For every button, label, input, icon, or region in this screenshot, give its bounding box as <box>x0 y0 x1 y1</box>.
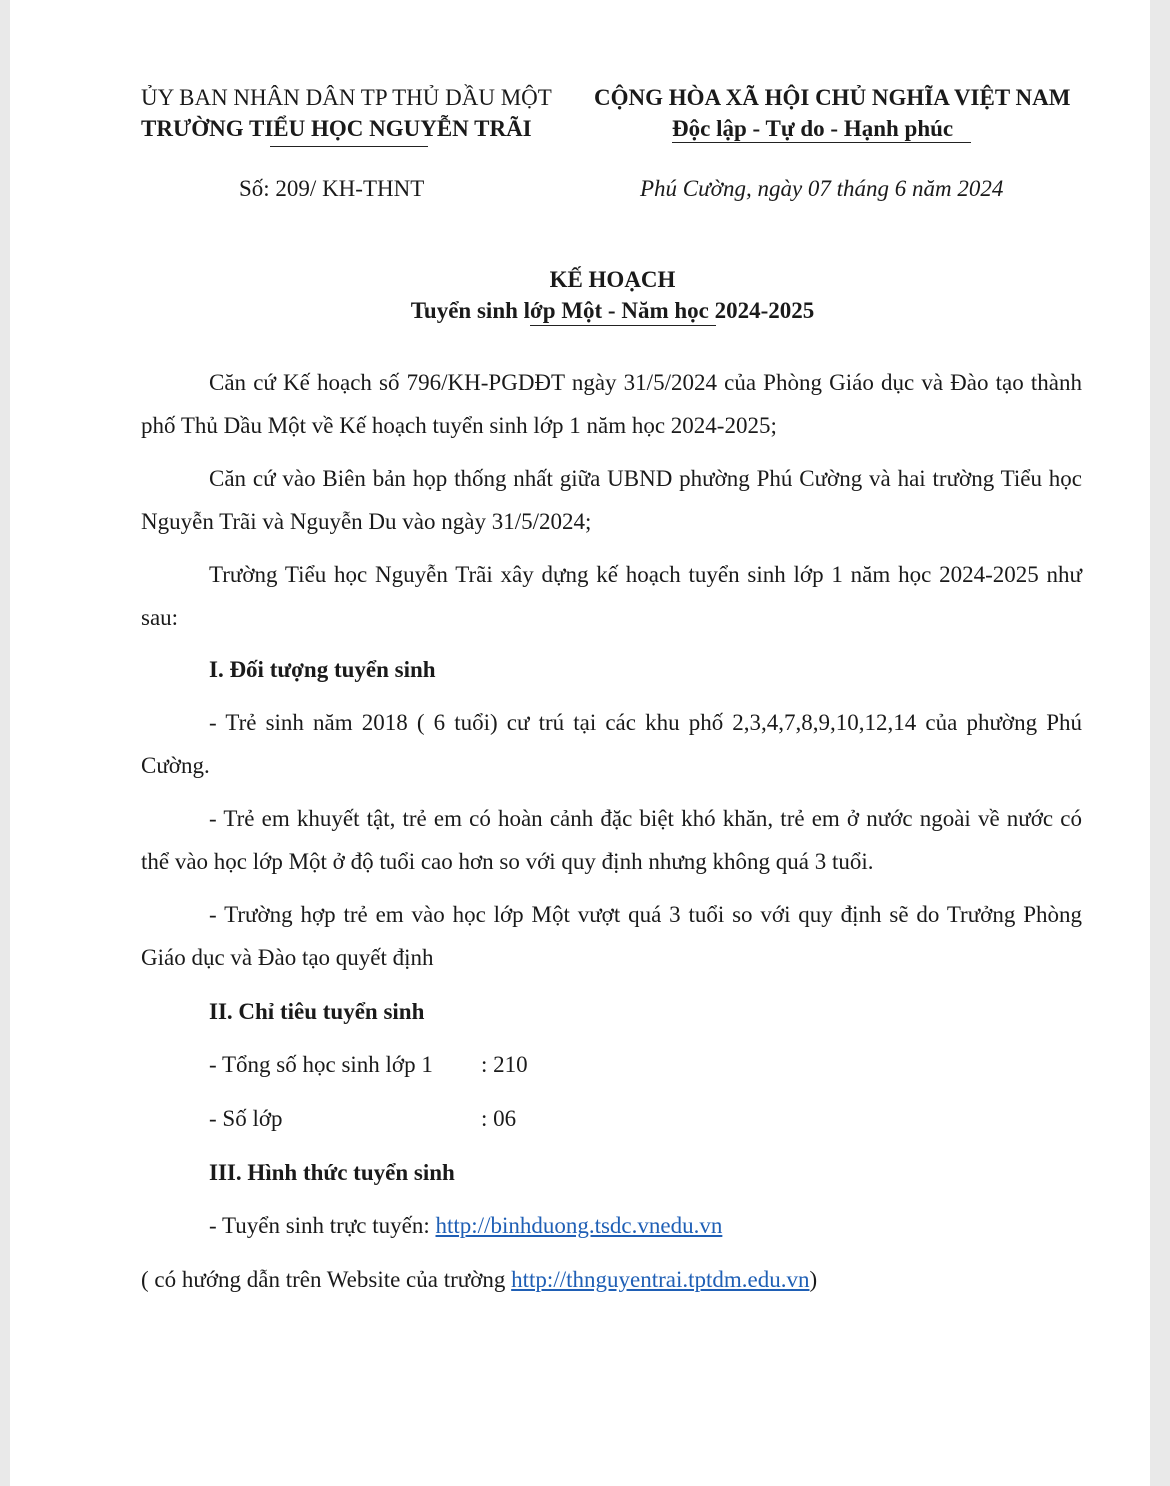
quota-value-students: : 210 <box>481 1052 528 1077</box>
section-1-item-3: - Trường hợp trẻ em vào học lớp Một vượt quá 3 tuổi so với quy định sẽ do Trưởng Phòng Giáo dục và Đào tạo quyết định <box>141 902 1082 970</box>
online-enrollment-link[interactable]: http://binhduong.tsdc.vnedu.vn <box>435 1213 723 1238</box>
school-website-link[interactable]: http://thnguyentrai.tptdm.edu.vn <box>511 1267 810 1292</box>
preamble-paragraph-2: Căn cứ vào Biên bản họp thống nhất giữa UBND phường Phú Cường và hai trường Tiểu học Nguyễn Trãi và Nguyễn Du vào ngày 31/5/2024; <box>141 466 1082 534</box>
document-title: KẾ HOẠCH <box>549 267 676 292</box>
national-title: CỘNG HÒA XÃ HỘI CHỦ NGHĨA VIỆT NAM <box>594 85 1071 110</box>
authority-name: ỦY BAN NHÂN DÂN TP THỦ DẦU MỘT <box>141 85 552 110</box>
preamble-paragraph-1: Căn cứ Kế hoạch số 796/KH-PGDĐT ngày 31/5/2024 của Phòng Giáo dục và Đào tạo thành phố Thủ Dầu Một về Kế hoạch tuyển sinh lớp 1 năm học 2024-2025; <box>141 370 1082 438</box>
website-guide-suffix: ) <box>809 1267 818 1292</box>
document-subtitle: Tuyển sinh lớp Một - Năm học 2024-2025 <box>410 298 815 323</box>
section-1-item-2: - Trẻ em khuyết tật, trẻ em có hoàn cảnh đặc biệt khó khăn, trẻ em ở nước ngoài về nước có thể vào học lớp Một ở độ tuổi cao hơn so với quy định nhưng không quá 3 tuổi. <box>141 806 1082 874</box>
section-1-heading: I. Đối tượng tuyển sinh <box>209 657 436 682</box>
document-number: Số: 209/ KH-THNT <box>239 176 425 201</box>
document-page <box>10 0 1150 1486</box>
quota-label-classes: - Số lớp <box>209 1106 283 1131</box>
online-enrollment-label: - Tuyển sinh trực tuyến: <box>209 1213 436 1238</box>
subtitle-underline <box>530 325 716 326</box>
document-date: Phú Cường, ngày 07 tháng 6 năm 2024 <box>640 176 1004 201</box>
website-guide-line <box>141 1265 817 1295</box>
website-guide-prefix: ( có hướng dẫn trên Website của trường <box>141 1267 512 1292</box>
section-1-item-1: - Trẻ sinh năm 2018 ( 6 tuổi) cư trú tại các khu phố 2,3,4,7,8,9,10,12,14 của phường Phú Cường. <box>141 710 1082 778</box>
school-name: TRƯỜNG TIỂU HỌC NGUYỄN TRÃI <box>141 116 532 141</box>
section-3-heading: III. Hình thức tuyển sinh <box>209 1160 455 1185</box>
school-name-underline <box>270 146 428 147</box>
preamble-paragraph-3: Trường Tiểu học Nguyễn Trãi xây dựng kế hoạch tuyển sinh lớp 1 năm học 2024-2025 như sau: <box>141 562 1082 630</box>
national-motto-underline <box>672 142 971 143</box>
quota-label-students: - Tổng số học sinh lớp 1 <box>209 1052 433 1077</box>
online-enrollment-line <box>209 1211 722 1241</box>
section-2-heading: II. Chỉ tiêu tuyển sinh <box>209 999 425 1024</box>
quota-value-classes: : 06 <box>481 1106 517 1131</box>
national-motto: Độc lập - Tự do - Hạnh phúc <box>672 116 954 141</box>
